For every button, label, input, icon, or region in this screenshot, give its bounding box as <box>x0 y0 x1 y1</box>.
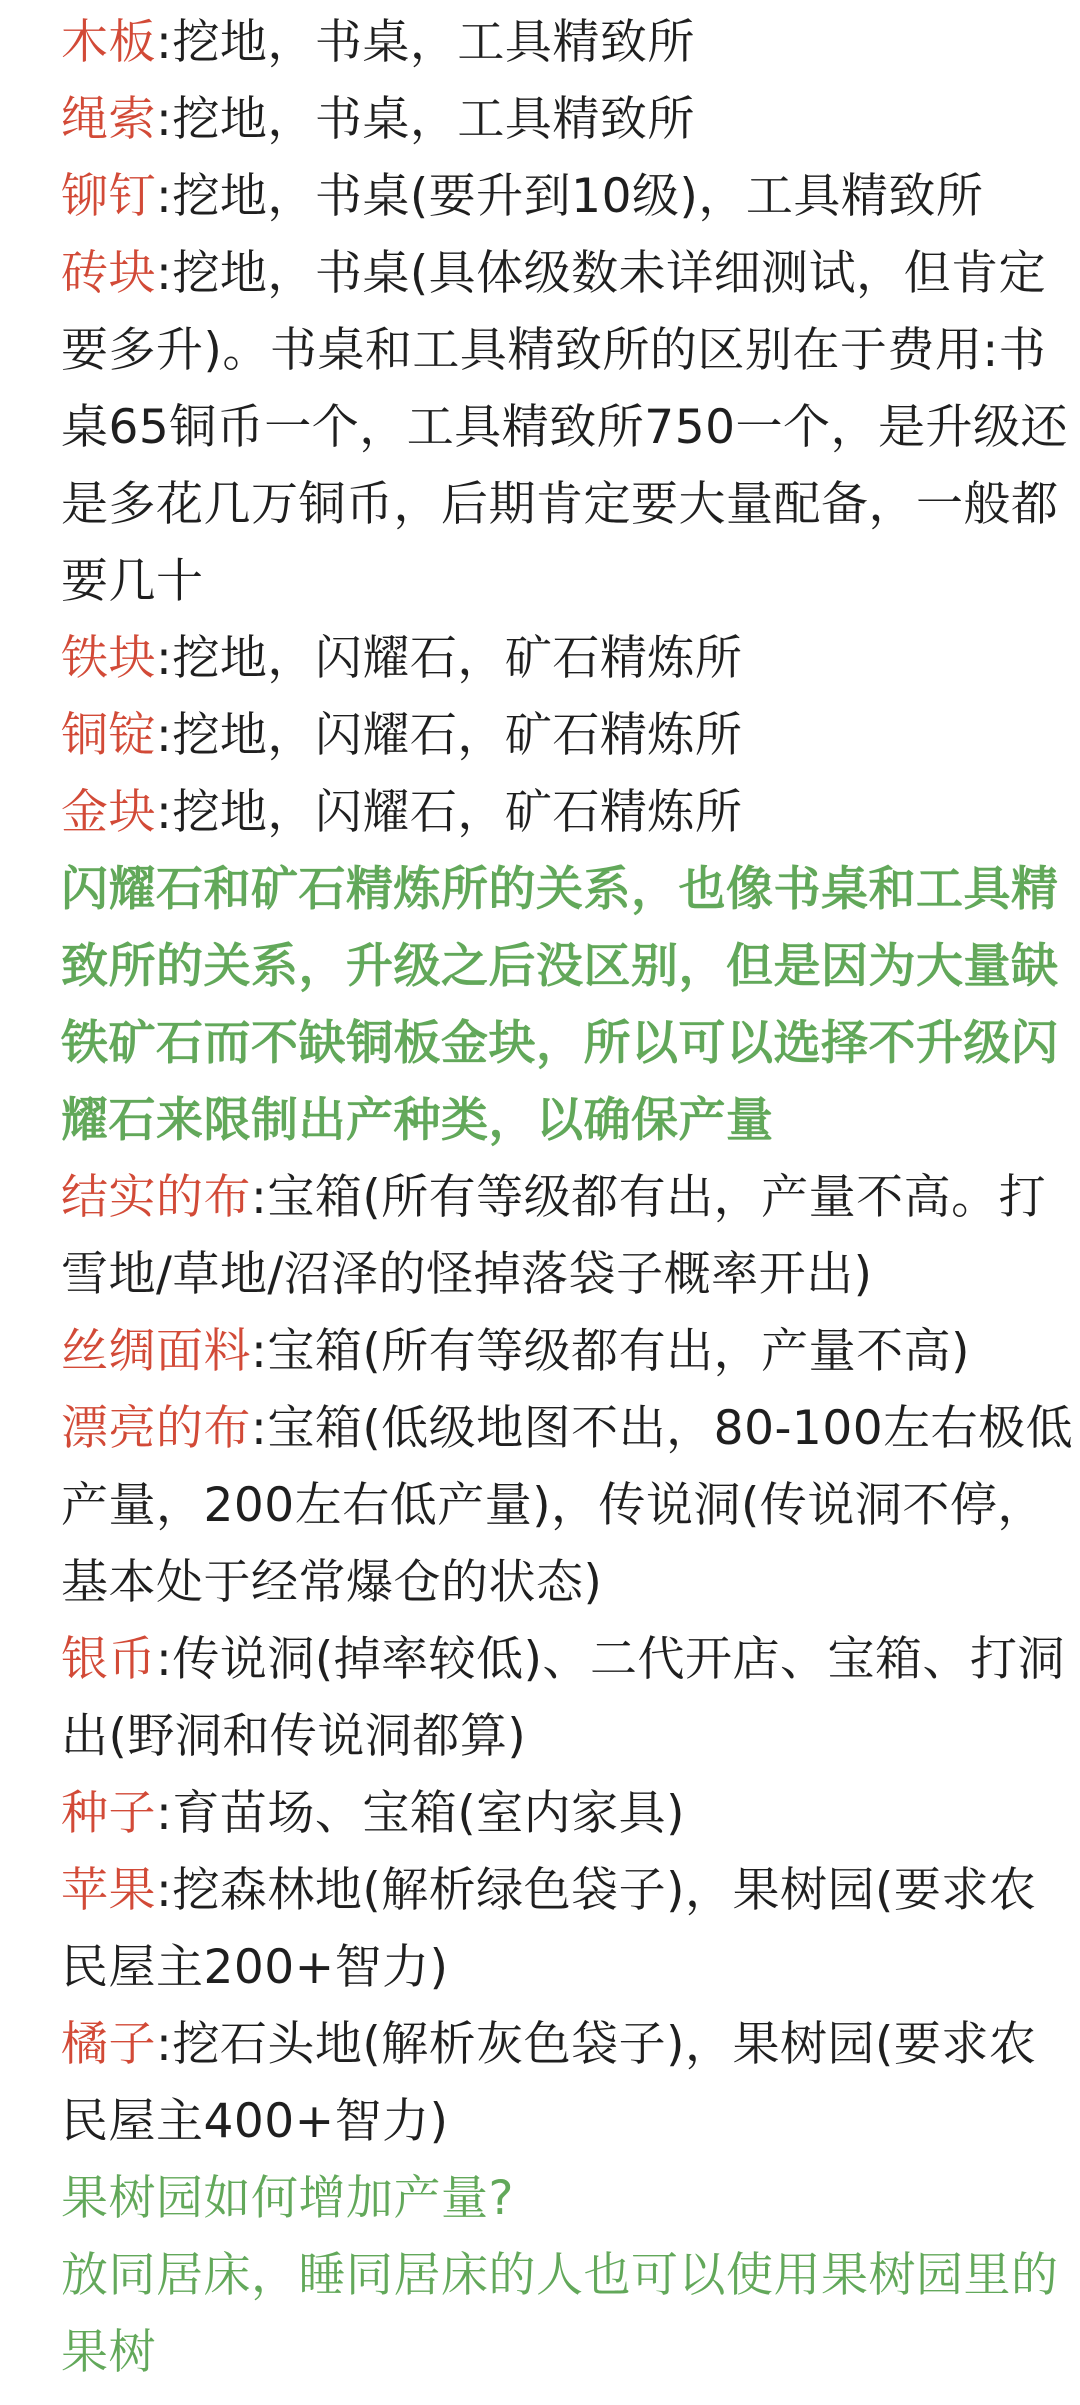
entry-text: :宝箱(低级地图不出，80-100左右极低产量，200左右低产量)，传说洞(传说洞不停，基本处于经常爆仓的状态) <box>61 1401 1074 1610</box>
term-label: 绳索 <box>61 92 156 147</box>
term-label: 丝绸面料 <box>61 1324 251 1379</box>
entry-planks <box>61 4 1080 81</box>
term-label: 苹果 <box>61 1863 156 1918</box>
entry-text: :挖地，闪耀石，矿石精炼所 <box>156 631 743 686</box>
entry-iron <box>61 620 1080 697</box>
entry-copper <box>61 697 1080 774</box>
term-label: 种子 <box>61 1786 156 1841</box>
entry-silver-coin <box>61 1621 1080 1775</box>
entry-text: :挖地，书桌，工具精致所 <box>156 15 695 70</box>
entry-bricks <box>61 235 1080 620</box>
note-shining-stone: 闪耀石和矿石精炼所的关系，也像书桌和工具精致所的关系，升级之后没区别，但是因为大量缺铁矿石而不缺铜板金块，所以可以选择不升级闪耀石来限制出产种类，以确保产量 <box>61 862 1059 1148</box>
entry-text: :宝箱(所有等级都有出，产量不高) <box>251 1324 971 1379</box>
entry-gold <box>61 774 1080 851</box>
entry-text: :挖地，书桌(具体级数未详细测试，但肯定要多升)。书桌和工具精致所的区别在于费用:书桌65铜币一个，工具精致所750一个，是升级还是多花几万铜币，后期肯定要大量配备，一般都要几十 <box>61 246 1069 609</box>
term-label: 铆钉 <box>61 169 156 224</box>
entry-seeds <box>61 1775 1080 1852</box>
term-label: 银币 <box>61 1632 156 1687</box>
entry-rope <box>61 81 1080 158</box>
term-label: 木板 <box>61 15 156 70</box>
entry-text: :挖石头地(解析灰色袋子)，果树园(要求农民屋主400+智力) <box>61 2017 1037 2149</box>
term-label: 漂亮的布 <box>61 1401 251 1456</box>
term-label: 结实的布 <box>61 1170 251 1225</box>
entry-text: :挖地，书桌，工具精致所 <box>156 92 695 147</box>
entry-text: :挖地，书桌(要升到10级)，工具精致所 <box>156 169 984 224</box>
answer-orchard: 放同居床，睡同居床的人也可以使用果树园里的果树 <box>61 2248 1059 2380</box>
term-label: 铁块 <box>61 631 156 686</box>
entry-text: :挖森林地(解析绿色袋子)，果树园(要求农民屋主200+智力) <box>61 1863 1037 1995</box>
entry-text: :挖地，闪耀石，矿石精炼所 <box>156 785 743 840</box>
entry-orange <box>61 2006 1080 2160</box>
entry-pretty-cloth <box>61 1390 1080 1621</box>
entry-apple <box>61 1852 1080 2006</box>
entry-silk <box>61 1313 1080 1390</box>
entry-text: :挖地，闪耀石，矿石精炼所 <box>156 708 743 763</box>
entry-sturdy-cloth <box>61 1159 1080 1313</box>
entry-text: :传说洞(掉率较低)、二代开店、宝箱、打洞出(野洞和传说洞都算) <box>61 1632 1066 1764</box>
term-label: 金块 <box>61 785 156 840</box>
term-label: 砖块 <box>61 246 156 301</box>
question-orchard: 果树园如何增加产量? <box>61 2171 514 2226</box>
entry-text: :宝箱(所有等级都有出，产量不高。打雪地/草地/沼泽的怪掉落袋子概率开出) <box>61 1170 1047 1302</box>
term-label: 铜锭 <box>61 708 156 763</box>
entry-text: :育苗场、宝箱(室内家具) <box>156 1786 686 1841</box>
entry-rivets <box>61 158 1080 235</box>
term-label: 橘子 <box>61 2017 156 2072</box>
